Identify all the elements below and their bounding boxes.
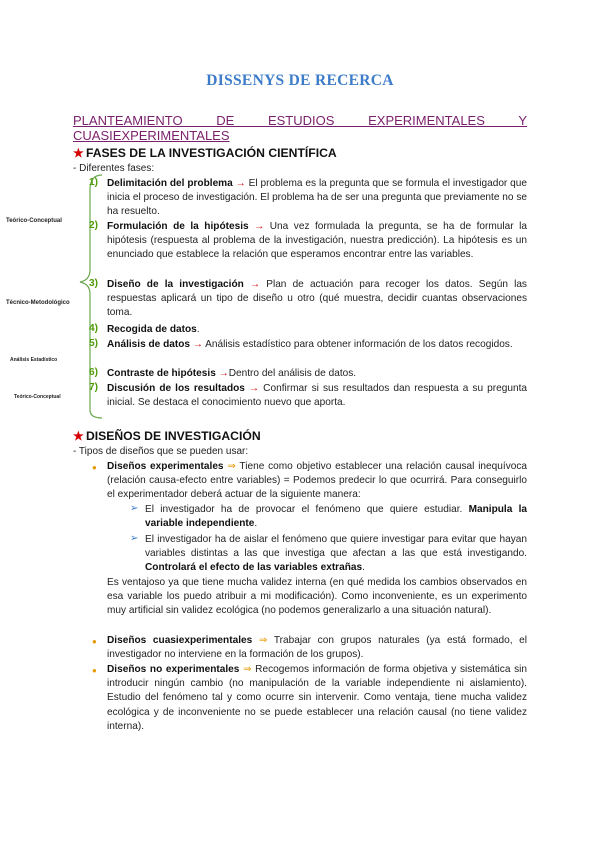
- design-quasi-experimental: Diseños cuasiexperimentales ⇒ Trabajar con grupos naturales (ya está formado, el investigador no interviene en la formación de los grupos).: [107, 635, 527, 661]
- experimental-note: Es ventajoso ya que tiene mucha validez interna (en qué medida los cambios observados en esa variable los puedo atribuir a mi modificación). Como inconveniente, es un experimento muy artificial sin validez ecológica (no podemos generalizarlo a una situación natural).: [107, 577, 527, 617]
- arrow-bullet-icon: ➢: [130, 503, 139, 514]
- phase-number: 4): [89, 323, 98, 334]
- phase-number: 3): [89, 278, 98, 289]
- phase-number: 2): [89, 220, 98, 231]
- side-label-theoretical-2: Teórico-Conceptual: [14, 394, 61, 400]
- document-title: DISSENYS DE RECERCA: [206, 72, 394, 89]
- phase-number: 5): [89, 338, 98, 349]
- experimental-rule-2: El investigador ha de aislar el fenómeno que quiere investigar para evitar que hayan variables distintas a las que investiga que afectan a las que está investigando. Controlará el efecto de las variables extrañas.: [145, 534, 527, 574]
- side-label-statistical: Análisis Estadístico: [10, 357, 58, 363]
- bullet-icon: ●: [92, 666, 97, 675]
- phases-intro: - Diferentes fases:: [73, 163, 155, 174]
- design-experimental: Diseños experimentales ⇒ Tiene como objetivo establecer una relación causal inequívoca (relación causa-efecto entre variables) = Podemos predecir lo que ocurrirá. Para conseguirlo el experimentador deberá actuar de la siguiente manera:: [107, 461, 528, 501]
- section-heading: PLANTEAMIENTO DE ESTUDIOS EXPERIMENTALES Y: [73, 113, 527, 128]
- designs-intro: - Tipos de diseños que se pueden usar:: [73, 446, 249, 457]
- phase-number: 6): [89, 367, 98, 378]
- phase-item: Diseño de la investigación → Plan de actuación para recoger los datos. Según las respuestas aplicará un tipo de diseño u otro (qué muestra, decidir cuantas observaciones toma.: [107, 279, 527, 319]
- bullet-icon: ●: [92, 637, 97, 646]
- star-icon: ★: [73, 146, 84, 160]
- phase-item: Análisis de datos → Análisis estadístico para obtener información de los datos recogidos.: [107, 339, 513, 350]
- designs-heading: ★ DISEÑOS DE INVESTIGACIÓN: [73, 429, 261, 443]
- phase-number: 1): [89, 177, 98, 188]
- arrow-bullet-icon: ➢: [130, 533, 139, 544]
- phase-item: Formulación de la hipótesis → Una vez formulada la pregunta, se ha de formular la hipótesis (respuesta al problema de la investigación, nuestra predicción). La hipótesis es un enunciado que establece la relación que esperamos encontrar entre las variables.: [107, 221, 527, 261]
- bullet-icon: ●: [92, 463, 97, 472]
- phase-number: 7): [89, 382, 98, 393]
- star-icon: ★: [73, 429, 84, 443]
- side-label-technical: Técnico-Metodológico: [6, 300, 70, 306]
- section-heading-line2: CUASIEXPERIMENTALES: [73, 128, 230, 143]
- phase-item: Delimitación del problema → El problema es la pregunta que se formula el investigador que inicia el proceso de investigación. El problema ha de ser una pregunta que previamente no se ha resuelto.: [107, 178, 527, 218]
- experimental-rule-1: El investigador ha de provocar el fenómeno que quiere estudiar. Manipula la variable independiente.: [145, 504, 528, 530]
- phase-item: Contraste de hipótesis →Dentro del análisis de datos.: [107, 368, 357, 379]
- side-label-theoretical: Teórico-Conceptual: [6, 218, 62, 224]
- phases-heading: ★ FASES DE LA INVESTIGACIÓN CIENTÍFICA: [73, 146, 337, 160]
- phase-item: Recogida de datos.: [107, 324, 200, 335]
- design-non-experimental: Diseños no experimentales ⇒ Recogemos información de forma objetiva y sistemática sin introducir ningún cambio (no manipulación de la variable independiente ni aislamiento). Estudio del fenómeno tal y como ocurre sin intervenir. Como ventaja, tiene mucha validez ecológica y de inconveniente no se puede establecer una relación causal (no tiene validez interna).: [107, 664, 527, 732]
- phase-item: Discusión de los resultados → Confirmar si sus resultados dan respuesta a su pregunta inicial. Se destaca el conocimiento nuevo que aporta.: [107, 383, 528, 409]
